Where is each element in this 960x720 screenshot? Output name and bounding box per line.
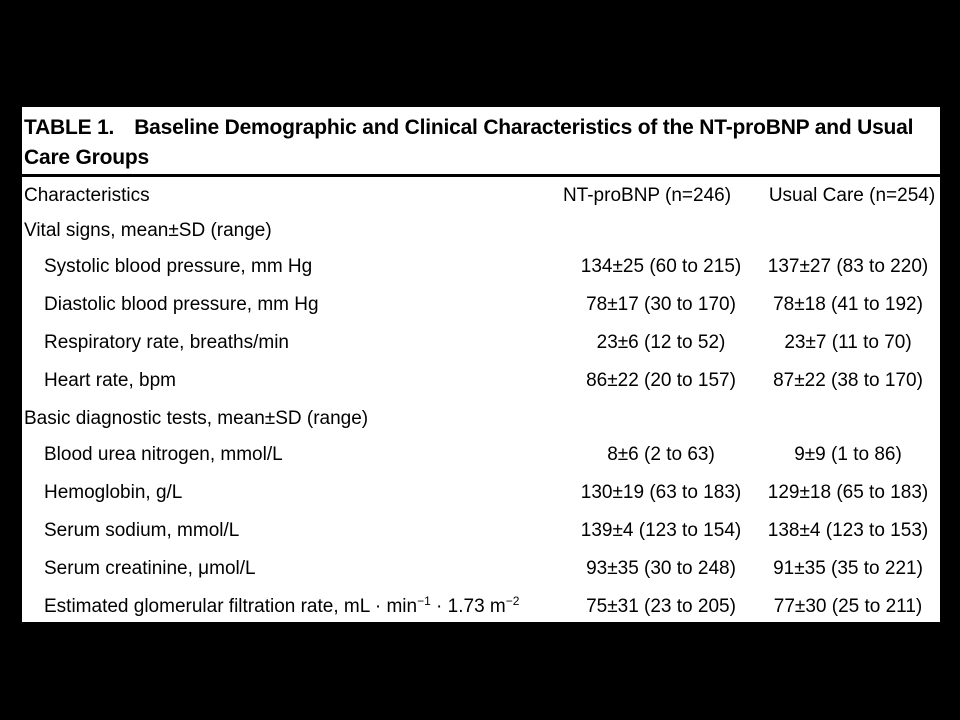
table-panel (22, 107, 940, 622)
egfr-exponent-min: −1 (417, 594, 431, 608)
usual-care-value: 129±18 (65 to 183) (767, 482, 929, 503)
egfr-label-area: · 1.73 m (430, 596, 506, 617)
header-usual-care: Usual Care (n=254) (768, 185, 936, 206)
ntprobnp-value: 8±6 (2 to 63) (607, 444, 715, 465)
header-ntprobnp: NT-proBNP (n=246) (562, 185, 732, 206)
table-row (22, 437, 940, 475)
ntprobnp-value: 86±22 (20 to 157) (586, 370, 736, 391)
table-row (22, 325, 940, 363)
ntprobnp-value: 23±6 (12 to 52) (596, 332, 726, 353)
table-header-row (22, 177, 940, 213)
row-label: Hemoglobin, g/L (44, 482, 183, 503)
row-label: Respiratory rate, breaths/min (44, 332, 289, 353)
ntprobnp-value: 75±31 (23 to 205) (586, 596, 736, 617)
table-row (22, 589, 940, 627)
usual-care-value: 91±35 (35 to 221) (773, 558, 923, 579)
section-label: Basic diagnostic tests, mean±SD (range) (24, 408, 369, 429)
usual-care-value: 87±22 (38 to 170) (773, 370, 923, 391)
table-row (22, 513, 940, 551)
table-row (22, 249, 940, 287)
table-row (22, 551, 940, 589)
row-label: Serum sodium, mmol/L (44, 520, 240, 541)
ntprobnp-value: 134±25 (60 to 215) (580, 256, 742, 277)
section-row-diagnostic-tests (22, 401, 940, 437)
row-label (44, 595, 519, 619)
row-label: Heart rate, bpm (44, 370, 176, 391)
table-number: TABLE 1. (24, 116, 115, 139)
usual-care-value: 137±27 (83 to 220) (767, 256, 929, 277)
table-row (22, 475, 940, 513)
usual-care-value: 78±18 (41 to 192) (773, 294, 923, 315)
header-characteristics: Characteristics (24, 185, 150, 206)
table-row (22, 287, 940, 325)
usual-care-value: 23±7 (11 to 70) (784, 332, 912, 353)
row-label: Diastolic blood pressure, mm Hg (44, 294, 319, 315)
table-title (24, 113, 924, 173)
egfr-exponent-m: −2 (505, 594, 520, 608)
usual-care-value: 138±4 (123 to 153) (767, 520, 929, 541)
row-label: Blood urea nitrogen, mmol/L (44, 444, 283, 465)
ntprobnp-value: 93±35 (30 to 248) (586, 558, 736, 579)
egfr-label-main: Estimated glomerular filtration rate, mL · min (44, 596, 418, 617)
ntprobnp-value: 130±19 (63 to 183) (580, 482, 742, 503)
usual-care-value: 77±30 (25 to 211) (773, 596, 923, 617)
ntprobnp-value: 78±17 (30 to 170) (586, 294, 736, 315)
ntprobnp-value: 139±4 (123 to 154) (580, 520, 742, 541)
table-row (22, 363, 940, 401)
data-table (22, 177, 940, 627)
row-label: Serum creatinine, μmol/L (44, 558, 256, 579)
usual-care-value: 9±9 (1 to 86) (794, 444, 902, 465)
row-label: Systolic blood pressure, mm Hg (44, 256, 313, 277)
table-title-text: Baseline Demographic and Clinical Characteristics of the NT-proBNP and Usual Care Groups (24, 116, 914, 169)
section-label: Vital signs, mean±SD (range) (24, 220, 272, 241)
section-row-vital-signs (22, 213, 940, 249)
